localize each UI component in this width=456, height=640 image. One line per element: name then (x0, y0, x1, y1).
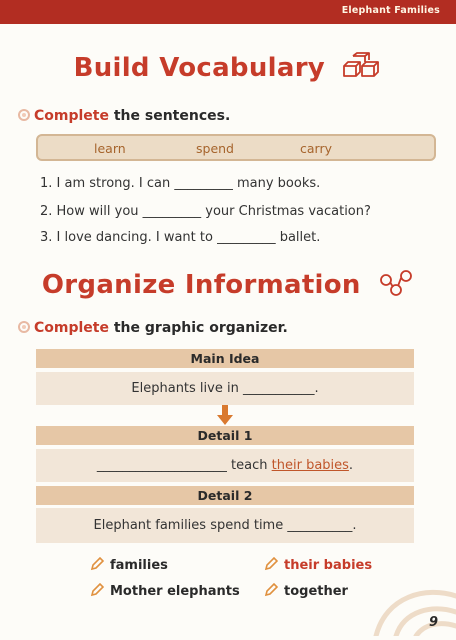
word-bank-item: carry (300, 141, 332, 156)
main-idea-header: Main Idea (36, 349, 414, 368)
detail-2-body: Elephant families spend time __________. (36, 508, 414, 543)
instruction-vocabulary: Complete the sentences. (18, 108, 230, 124)
answer-families: families (90, 557, 168, 575)
pencil-icon (264, 583, 278, 601)
page-number: 9 (428, 615, 438, 630)
sentence-2: 2. How will you _________ your Christmas vacation? (40, 204, 371, 219)
section-title-organize (0, 268, 456, 303)
pencil-icon (264, 557, 278, 575)
corner-swirl-decoration (366, 566, 456, 640)
bullet-icon (18, 109, 30, 121)
answer-together: together (264, 583, 348, 601)
word-bank-item: spend (196, 141, 234, 156)
detail-1-body: ____________________ teach their babies. (36, 449, 414, 482)
circles-icon (378, 268, 414, 303)
section-title-organize-text: Organize Information (41, 270, 361, 300)
section-title-vocabulary (0, 52, 456, 85)
pencil-icon (90, 557, 104, 575)
instruction-organizer: Complete the graphic organizer. (18, 320, 288, 336)
answer-their-babies: their babies (264, 557, 372, 575)
word-bank (36, 134, 436, 161)
their-babies-link: their babies (271, 458, 349, 473)
answer-mother-elephants: Mother elephants (90, 583, 240, 601)
top-banner (0, 0, 456, 24)
main-idea-body: Elephants live in ___________. (36, 372, 414, 405)
pencil-icon (90, 583, 104, 601)
section-title-vocabulary-text: Build Vocabulary (73, 53, 326, 83)
sentence-1: 1. I am strong. I can _________ many books. (40, 176, 321, 191)
series-title: Elephant Families (341, 5, 440, 16)
sentence-3: 3. I love dancing. I want to _________ ballet. (40, 230, 321, 245)
detail-1-header: Detail 1 (36, 426, 414, 445)
bullet-icon (18, 321, 30, 333)
word-bank-item: learn (94, 141, 126, 156)
blocks-icon (342, 52, 382, 85)
detail-2-header: Detail 2 (36, 486, 414, 505)
